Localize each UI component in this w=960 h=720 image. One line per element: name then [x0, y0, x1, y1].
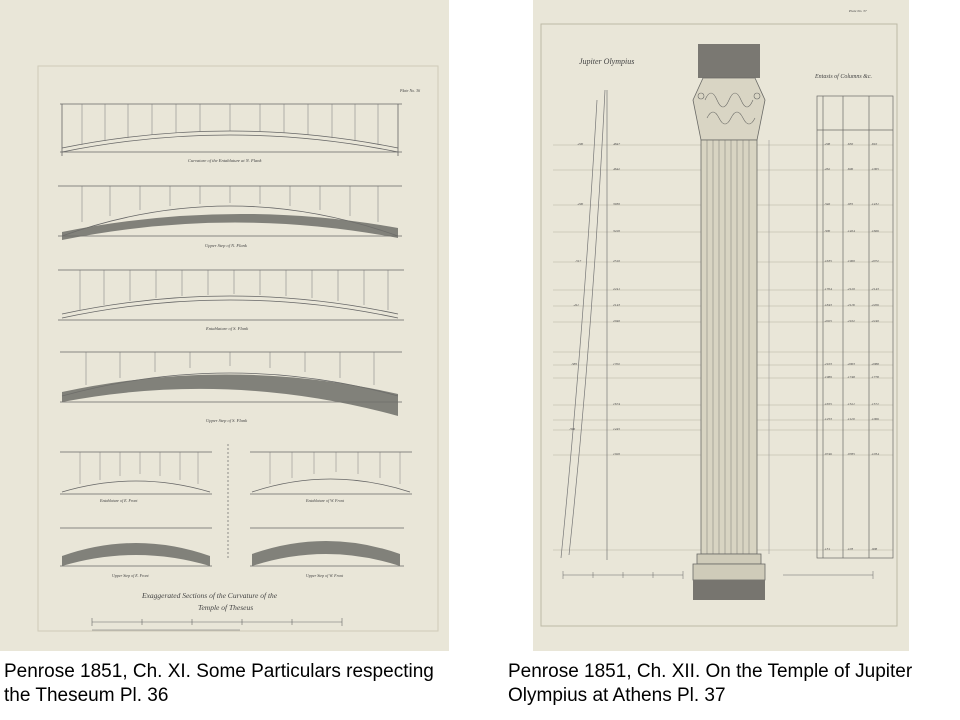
svg-text:.1748: .1748 [847, 375, 855, 379]
svg-text:.2103: .2103 [824, 362, 832, 366]
svg-text:.290: .290 [577, 202, 584, 206]
svg-text:.1843: .1843 [824, 303, 832, 307]
svg-text:2510: 2510 [613, 259, 620, 263]
svg-text:.1989: .1989 [824, 375, 832, 379]
svg-text:.2072: .2072 [871, 259, 879, 263]
svg-text:.1704: .1704 [824, 287, 832, 291]
section-label-4: Upper Step of S. Flank [206, 418, 248, 423]
svg-text:.1431: .1431 [871, 202, 879, 206]
svg-text:1445: 1445 [613, 427, 620, 431]
svg-text:.0746: .0746 [824, 452, 832, 456]
svg-text:.411: .411 [573, 303, 579, 307]
svg-text:.2206: .2206 [871, 303, 879, 307]
plate-title: Jupiter Olympius [579, 57, 635, 66]
svg-text:.0785: .0785 [847, 452, 855, 456]
svg-text:.935: .935 [847, 202, 854, 206]
svg-text:.1655: .1655 [824, 402, 832, 406]
jupiter-olympius-plate-image [533, 0, 909, 651]
table-title: Entasis of Columns &c. [815, 74, 873, 80]
svg-text:.1066: .1066 [871, 417, 879, 421]
svg-text:.1120: .1120 [847, 417, 855, 421]
svg-text:.346: .346 [824, 202, 831, 206]
caption-right-line-1: Penrose 1851, Ch. XII. On the Temple of Jupiter [508, 661, 913, 682]
svg-text:.385: .385 [571, 362, 578, 366]
svg-text:.300: .300 [824, 229, 831, 233]
svg-text:.1253: .1253 [824, 417, 832, 421]
column-entasis-drawing [533, 0, 909, 651]
svg-text:.2102: .2102 [847, 319, 855, 323]
plate-title-line-1: Exaggerated Sections of the Curvature of the [142, 591, 278, 600]
plate-title-line-2: Temple of Theseus [198, 603, 254, 612]
svg-text:.1635: .1635 [824, 259, 832, 263]
svg-text:.396: .396 [569, 427, 576, 431]
caption-left-line-2: the Theseum Pl. 36 [4, 685, 169, 706]
svg-text:.262: .262 [824, 167, 831, 171]
svg-text:.2063: .2063 [847, 362, 855, 366]
svg-text:4847: 4847 [613, 142, 620, 146]
svg-text:.1960: .1960 [847, 259, 855, 263]
svg-text:1020: 1020 [613, 452, 620, 456]
svg-text:2040: 2040 [613, 319, 620, 323]
section-label-6: Entablature of W. Front [306, 498, 344, 503]
svg-text:.1034: .1034 [871, 452, 879, 456]
svg-text:.1778: .1778 [871, 375, 879, 379]
svg-text:.1404: .1404 [847, 229, 855, 233]
svg-text:1702: 1702 [613, 362, 620, 366]
svg-text:.1571: .1571 [871, 402, 879, 406]
svg-text:.696: .696 [847, 167, 854, 171]
svg-text:.1065: .1065 [871, 167, 879, 171]
svg-text:.2120: .2120 [847, 287, 855, 291]
svg-text:.2240: .2240 [871, 319, 879, 323]
section-label-2: Upper Step of N. Flank [205, 243, 247, 248]
svg-text:.290: .290 [577, 142, 584, 146]
svg-text:2143: 2143 [613, 303, 620, 307]
svg-text:2241: 2241 [613, 287, 620, 291]
svg-text:.810: .810 [871, 142, 878, 146]
section-label-1: Curvature of the Entablature at N. Flank [188, 158, 262, 163]
svg-text:.2088: .2088 [871, 362, 879, 366]
svg-text:.2025: .2025 [824, 319, 832, 323]
caption-left [4, 660, 454, 708]
svg-text:3930: 3930 [613, 202, 620, 206]
svg-text:.008: .008 [871, 547, 878, 551]
caption-left-line-1: Penrose 1851, Ch. XI. Some Particulars respecting [4, 661, 434, 682]
svg-text:Plate No. 37: Plate No. 37 [849, 9, 867, 13]
theseum-plate-image [0, 0, 449, 651]
svg-text:.103: .103 [847, 547, 854, 551]
svg-text:.650: .650 [847, 142, 854, 146]
section-label-3: Entablature of S. Flank [206, 326, 249, 331]
svg-text:.2143: .2143 [871, 287, 879, 291]
svg-text:4642: 4642 [613, 167, 620, 171]
svg-text:1674: 1674 [613, 402, 620, 406]
svg-text:.131: .131 [824, 547, 831, 551]
svg-text:.317: .317 [575, 259, 582, 263]
caption-right-line-2: Olympius at Athens Pl. 37 [508, 685, 726, 706]
section-label-5: Entablature of E. Front [100, 498, 138, 503]
section-label-8: Upper Step of W. Front [306, 573, 344, 578]
svg-text:Plate No. 36: Plate No. 36 [400, 88, 421, 93]
svg-text:.1666: .1666 [871, 229, 879, 233]
section-label-7: Upper Step of E. Front [112, 573, 149, 578]
caption-right [508, 660, 948, 708]
svg-text:.298: .298 [824, 142, 831, 146]
theseum-curvature-drawing [0, 0, 449, 651]
svg-text:3220: 3220 [613, 229, 620, 233]
svg-text:.2118: .2118 [847, 303, 855, 307]
svg-text:.1521: .1521 [847, 402, 855, 406]
